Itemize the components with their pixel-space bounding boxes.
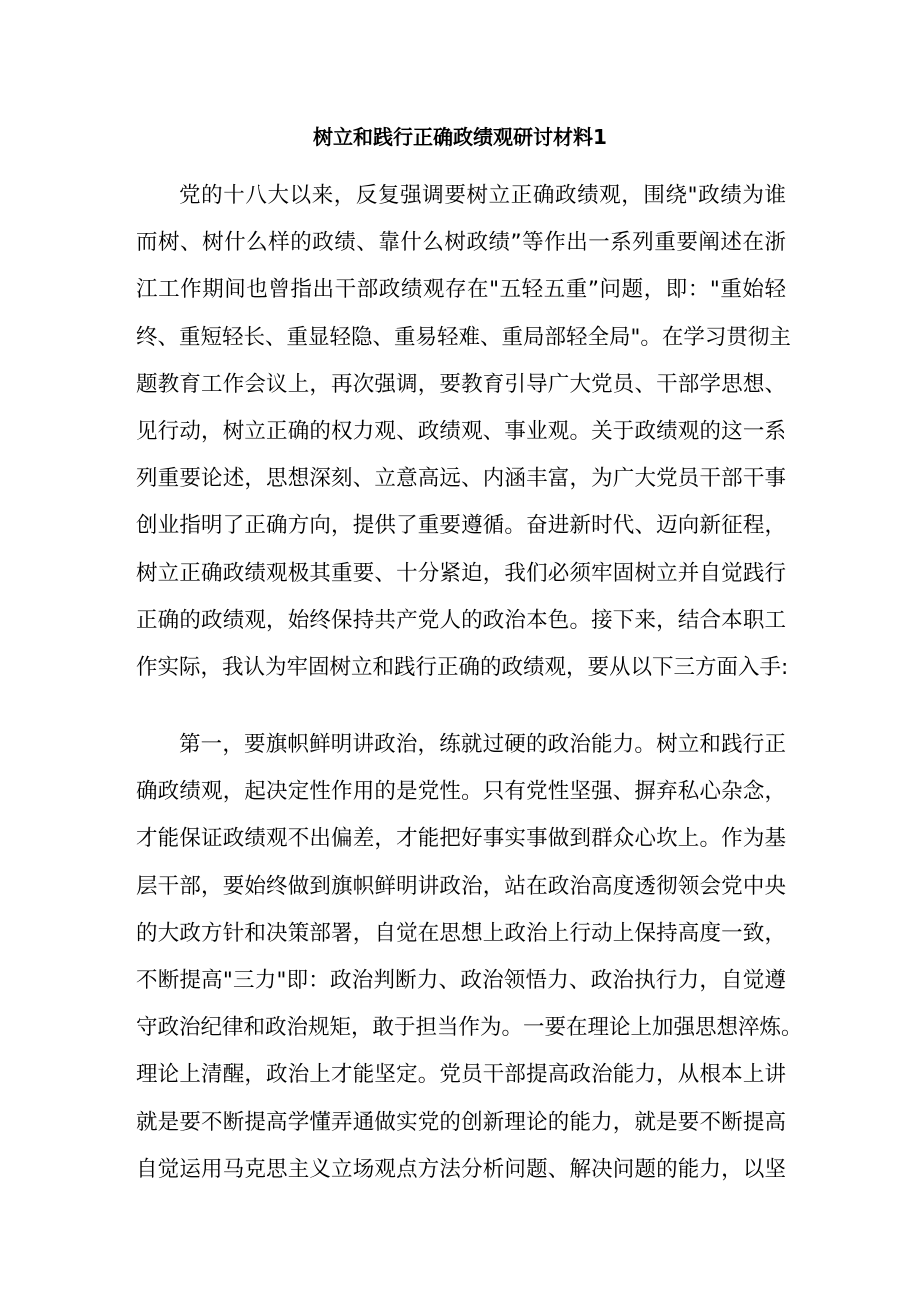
text-line: 自觉运用马克思主义立场观点方法分析问题、解决问题的能力，以坚 (136, 1156, 786, 1182)
paragraph-intro (136, 172, 791, 691)
text-line: 就是要不断提高学懂弄通做实党的创新理论的能力，就是要不断提高 (136, 1109, 786, 1135)
text-line: 终、重短轻长、重显轻隐、重易轻难、重局部轻全局"。在学习贯彻主 (136, 324, 791, 350)
text-line: 而树、树什么样的政绩、靠什么树政绩”等作出一系列重要阐述在浙 (136, 230, 786, 256)
text-line: 确政绩观，起决定性作用的是党性。只有党性坚强、摒弃私心杂念， (136, 779, 786, 805)
document-title: 树立和践行正确政绩观研讨材料1 (313, 125, 607, 149)
text-line: 正确的政绩观，始终保持共产党人的政治本色。接下来，结合本职工 (136, 607, 786, 633)
text-line: 不断提高"三力"即：政治判断力、政治领悟力、政治执行力，自觉遵 (136, 967, 786, 993)
paragraph-first-point (136, 721, 803, 1193)
text-line: 见行动，树立正确的权力观、政绩观、事业观。关于政绩观的这一系 (136, 418, 786, 444)
text-line: 的大政方针和决策部署，自觉在思想上政治上行动上保持高度一致， (136, 920, 786, 946)
text-line: 列重要论述，思想深刻、立意高远、内涵丰富，为广大党员干部干事 (136, 466, 786, 492)
text-line: 树立正确政绩观极其重要、十分紧迫，我们必须牢固树立并自觉践行 (136, 560, 786, 586)
text-line: 才能保证政绩观不出偏差，才能把好事实事做到群众心坎上。作为基 (136, 826, 786, 852)
text-line: 第一，要旗帜鲜明讲政治，练就过硬的政治能力。树立和践行正 (179, 732, 786, 757)
text-line: 守政治纪律和政治规矩，敢于担当作为。一要在理论上加强思想淬炼。 (136, 1015, 803, 1041)
text-line: 江工作期间也曾指出干部政绩观存在"五轻五重”问题，即："重始轻 (136, 277, 786, 303)
text-line: 创业指明了正确方向，提供了重要遵循。奋进新时代、迈向新征程， (136, 513, 786, 539)
text-line: 题教育工作会议上，再次强调，要教育引导广大党员、干部学思想、 (136, 371, 786, 397)
text-line: 理论上清醒，政治上才能坚定。党员干部提高政治能力，从根本上讲 (136, 1062, 786, 1088)
text-line: 党的十八大以来，反复强调要树立正确政绩观，围绕"政绩为谁 (179, 183, 786, 208)
text-line: 作实际，我认为牢固树立和践行正确的政绩观，要从以下三方面入手: (136, 654, 789, 680)
text-line: 层干部，要始终做到旗帜鲜明讲政治，站在政治高度透彻领会党中央 (136, 873, 786, 899)
